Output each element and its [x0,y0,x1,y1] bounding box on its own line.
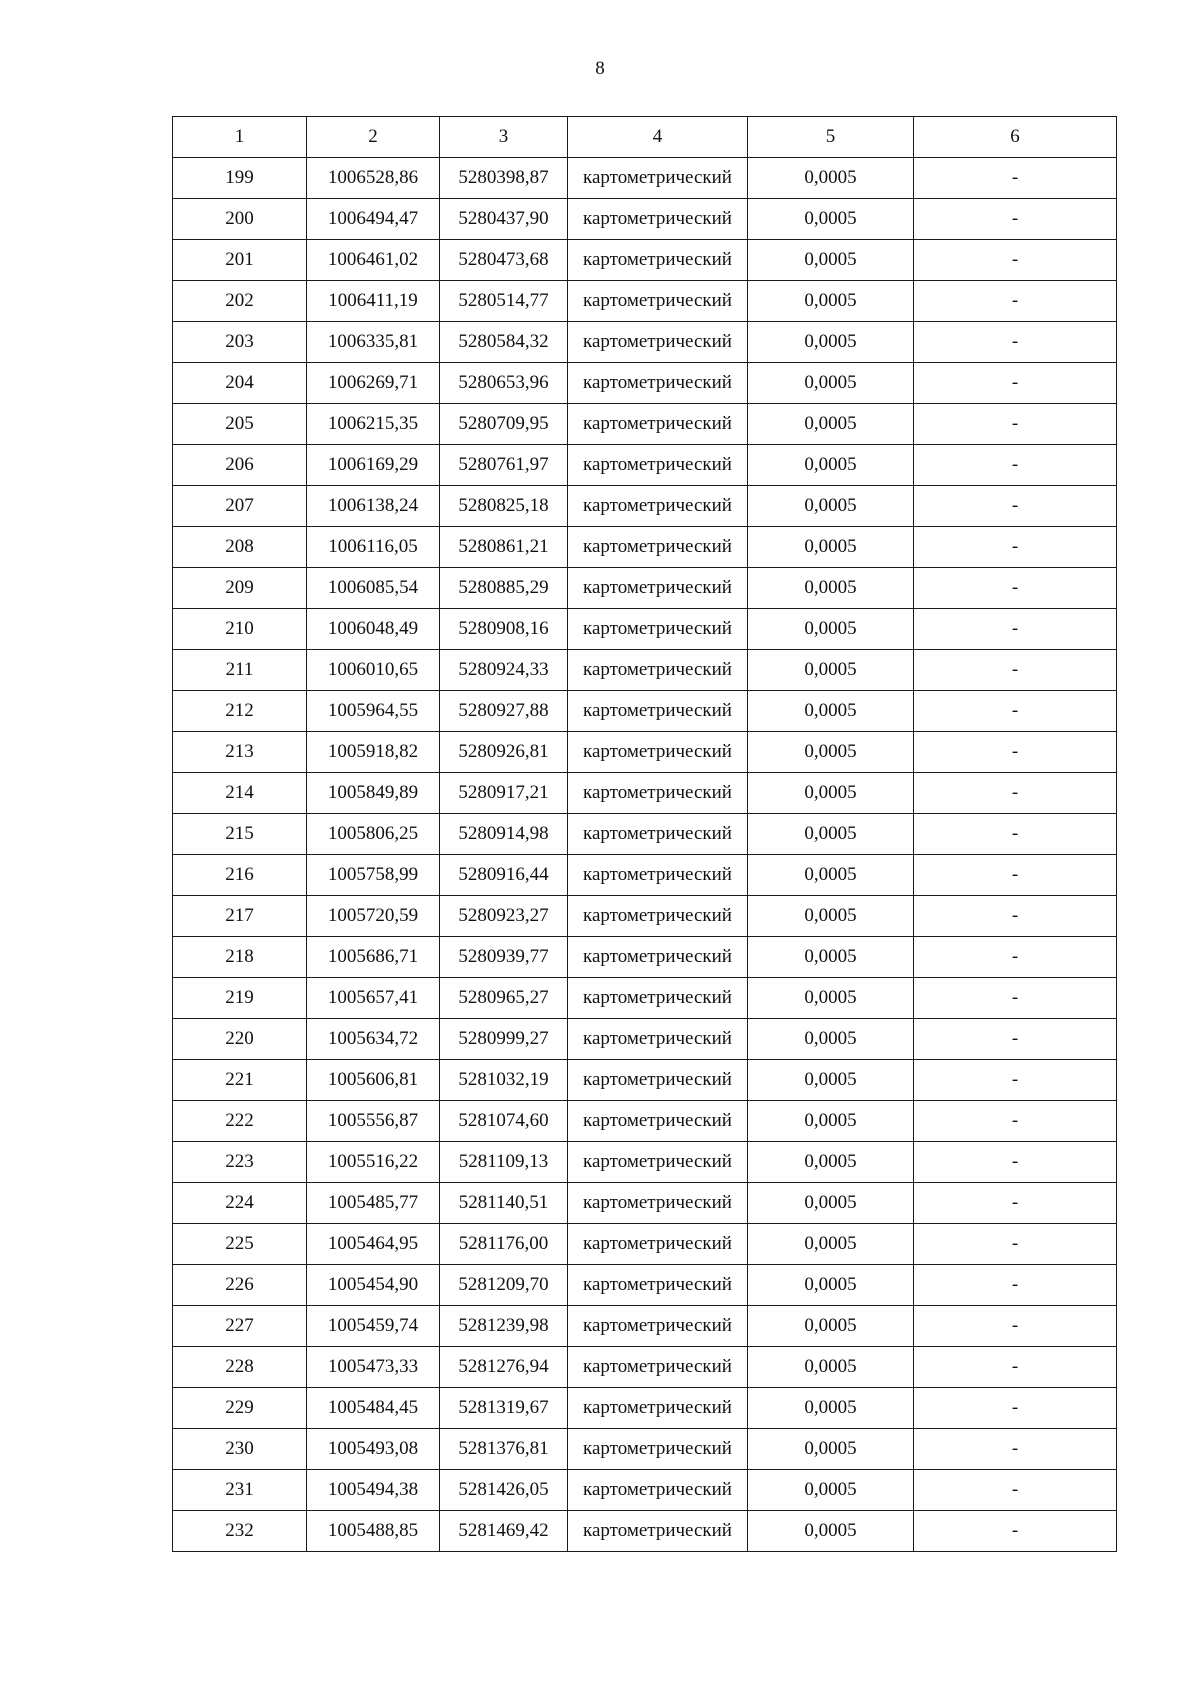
cell-accuracy: 0,0005 [748,1470,914,1511]
cell-x-coordinate: 1006494,47 [307,199,440,240]
cell-note: - [914,1224,1117,1265]
cell-x-coordinate: 1006169,29 [307,445,440,486]
table-row [173,445,1117,486]
table-row [173,855,1117,896]
cell-point-number: 211 [173,650,307,691]
cell-note: - [914,486,1117,527]
cell-accuracy: 0,0005 [748,1060,914,1101]
cell-accuracy: 0,0005 [748,732,914,773]
cell-method: картометрический [568,1142,748,1183]
cell-y-coordinate: 5280761,97 [440,445,568,486]
cell-note: - [914,1265,1117,1306]
cell-y-coordinate: 5280584,32 [440,322,568,363]
cell-note: - [914,1511,1117,1552]
cell-note: - [914,609,1117,650]
cell-method: картометрический [568,322,748,363]
cell-method: картометрический [568,937,748,978]
cell-y-coordinate: 5280398,87 [440,158,568,199]
table-row [173,814,1117,855]
table-row [173,1101,1117,1142]
cell-note: - [914,158,1117,199]
cell-method: картометрический [568,978,748,1019]
cell-y-coordinate: 5280939,77 [440,937,568,978]
cell-y-coordinate: 5281276,94 [440,1347,568,1388]
cell-accuracy: 0,0005 [748,650,914,691]
cell-accuracy: 0,0005 [748,855,914,896]
header-row [173,117,1117,158]
cell-point-number: 205 [173,404,307,445]
cell-method: картометрический [568,1511,748,1552]
cell-accuracy: 0,0005 [748,1429,914,1470]
cell-accuracy: 0,0005 [748,322,914,363]
cell-point-number: 232 [173,1511,307,1552]
cell-method: картометрический [568,1470,748,1511]
cell-y-coordinate: 5280437,90 [440,199,568,240]
cell-y-coordinate: 5280709,95 [440,404,568,445]
cell-point-number: 221 [173,1060,307,1101]
coordinates-table [172,116,1117,1552]
cell-point-number: 222 [173,1101,307,1142]
cell-y-coordinate: 5280926,81 [440,732,568,773]
table-row [173,1019,1117,1060]
cell-y-coordinate: 5280916,44 [440,855,568,896]
cell-accuracy: 0,0005 [748,486,914,527]
cell-point-number: 215 [173,814,307,855]
cell-note: - [914,896,1117,937]
cell-point-number: 220 [173,1019,307,1060]
cell-note: - [914,1183,1117,1224]
cell-note: - [914,1306,1117,1347]
cell-y-coordinate: 5281376,81 [440,1429,568,1470]
cell-accuracy: 0,0005 [748,896,914,937]
table-row [173,1306,1117,1347]
cell-y-coordinate: 5280885,29 [440,568,568,609]
cell-x-coordinate: 1005758,99 [307,855,440,896]
cell-x-coordinate: 1005634,72 [307,1019,440,1060]
cell-method: картометрический [568,486,748,527]
table-row [173,568,1117,609]
table-row [173,363,1117,404]
cell-x-coordinate: 1005686,71 [307,937,440,978]
cell-point-number: 223 [173,1142,307,1183]
cell-note: - [914,1060,1117,1101]
cell-note: - [914,568,1117,609]
cell-x-coordinate: 1005485,77 [307,1183,440,1224]
cell-point-number: 212 [173,691,307,732]
cell-note: - [914,1388,1117,1429]
cell-accuracy: 0,0005 [748,1224,914,1265]
cell-method: картометрический [568,445,748,486]
cell-y-coordinate: 5281140,51 [440,1183,568,1224]
table-row [173,650,1117,691]
cell-method: картометрический [568,1265,748,1306]
cell-accuracy: 0,0005 [748,1265,914,1306]
header-cell-3: 3 [440,117,568,158]
cell-method: картометрический [568,199,748,240]
cell-y-coordinate: 5280514,77 [440,281,568,322]
cell-y-coordinate: 5281176,00 [440,1224,568,1265]
table-row [173,1265,1117,1306]
cell-note: - [914,445,1117,486]
cell-method: картометрический [568,1224,748,1265]
cell-point-number: 230 [173,1429,307,1470]
cell-y-coordinate: 5280917,21 [440,773,568,814]
cell-point-number: 203 [173,322,307,363]
cell-method: картометрический [568,1306,748,1347]
cell-x-coordinate: 1005494,38 [307,1470,440,1511]
cell-note: - [914,322,1117,363]
cell-method: картометрический [568,814,748,855]
cell-accuracy: 0,0005 [748,281,914,322]
table-row [173,527,1117,568]
cell-x-coordinate: 1006048,49 [307,609,440,650]
cell-note: - [914,814,1117,855]
table-row [173,1183,1117,1224]
cell-method: картометрический [568,732,748,773]
table-body [173,158,1117,1552]
cell-point-number: 226 [173,1265,307,1306]
cell-accuracy: 0,0005 [748,691,914,732]
cell-method: картометрический [568,527,748,568]
cell-method: картометрический [568,896,748,937]
cell-y-coordinate: 5280924,33 [440,650,568,691]
cell-accuracy: 0,0005 [748,199,914,240]
cell-accuracy: 0,0005 [748,1101,914,1142]
cell-x-coordinate: 1006010,65 [307,650,440,691]
cell-point-number: 227 [173,1306,307,1347]
cell-method: картометрический [568,1388,748,1429]
cell-point-number: 208 [173,527,307,568]
cell-note: - [914,978,1117,1019]
cell-x-coordinate: 1005606,81 [307,1060,440,1101]
cell-accuracy: 0,0005 [748,568,914,609]
cell-note: - [914,527,1117,568]
cell-accuracy: 0,0005 [748,363,914,404]
cell-note: - [914,363,1117,404]
cell-point-number: 200 [173,199,307,240]
cell-x-coordinate: 1005720,59 [307,896,440,937]
cell-method: картометрический [568,691,748,732]
cell-note: - [914,691,1117,732]
table-row [173,322,1117,363]
cell-x-coordinate: 1006085,54 [307,568,440,609]
cell-note: - [914,404,1117,445]
table-row [173,404,1117,445]
cell-x-coordinate: 1006269,71 [307,363,440,404]
cell-accuracy: 0,0005 [748,773,914,814]
cell-y-coordinate: 5281469,42 [440,1511,568,1552]
cell-point-number: 224 [173,1183,307,1224]
cell-point-number: 209 [173,568,307,609]
cell-accuracy: 0,0005 [748,445,914,486]
cell-note: - [914,1019,1117,1060]
table-row [173,281,1117,322]
cell-method: картометрический [568,281,748,322]
cell-point-number: 201 [173,240,307,281]
table-row [173,978,1117,1019]
cell-y-coordinate: 5281319,67 [440,1388,568,1429]
cell-x-coordinate: 1005918,82 [307,732,440,773]
cell-y-coordinate: 5280861,21 [440,527,568,568]
cell-note: - [914,773,1117,814]
cell-method: картометрический [568,1019,748,1060]
cell-y-coordinate: 5280927,88 [440,691,568,732]
cell-y-coordinate: 5281074,60 [440,1101,568,1142]
table-row [173,486,1117,527]
cell-accuracy: 0,0005 [748,1306,914,1347]
cell-y-coordinate: 5281239,98 [440,1306,568,1347]
cell-accuracy: 0,0005 [748,158,914,199]
cell-point-number: 217 [173,896,307,937]
cell-x-coordinate: 1005488,85 [307,1511,440,1552]
cell-accuracy: 0,0005 [748,1511,914,1552]
cell-point-number: 206 [173,445,307,486]
page-number: 8 [595,58,605,79]
cell-point-number: 225 [173,1224,307,1265]
cell-point-number: 228 [173,1347,307,1388]
cell-point-number: 202 [173,281,307,322]
header-cell-5: 5 [748,117,914,158]
cell-note: - [914,855,1117,896]
cell-accuracy: 0,0005 [748,978,914,1019]
cell-point-number: 219 [173,978,307,1019]
cell-note: - [914,1101,1117,1142]
cell-x-coordinate: 1006461,02 [307,240,440,281]
cell-accuracy: 0,0005 [748,814,914,855]
cell-point-number: 229 [173,1388,307,1429]
cell-x-coordinate: 1005484,45 [307,1388,440,1429]
cell-x-coordinate: 1006528,86 [307,158,440,199]
cell-method: картометрический [568,1429,748,1470]
cell-y-coordinate: 5281109,13 [440,1142,568,1183]
table-row [173,1429,1117,1470]
cell-point-number: 216 [173,855,307,896]
cell-x-coordinate: 1006335,81 [307,322,440,363]
cell-point-number: 204 [173,363,307,404]
cell-accuracy: 0,0005 [748,609,914,650]
cell-point-number: 214 [173,773,307,814]
cell-method: картометрический [568,363,748,404]
table-row [173,1347,1117,1388]
cell-x-coordinate: 1006116,05 [307,527,440,568]
cell-accuracy: 0,0005 [748,1388,914,1429]
cell-note: - [914,1470,1117,1511]
cell-y-coordinate: 5281032,19 [440,1060,568,1101]
cell-x-coordinate: 1006411,19 [307,281,440,322]
cell-y-coordinate: 5281209,70 [440,1265,568,1306]
cell-note: - [914,199,1117,240]
table-row [173,732,1117,773]
cell-accuracy: 0,0005 [748,1142,914,1183]
cell-note: - [914,240,1117,281]
cell-method: картометрический [568,1347,748,1388]
cell-x-coordinate: 1005516,22 [307,1142,440,1183]
table-row [173,691,1117,732]
cell-x-coordinate: 1005806,25 [307,814,440,855]
cell-method: картометрический [568,240,748,281]
cell-x-coordinate: 1005459,74 [307,1306,440,1347]
cell-method: картометрический [568,568,748,609]
cell-point-number: 210 [173,609,307,650]
table-row [173,609,1117,650]
header-cell-2: 2 [307,117,440,158]
table-row [173,240,1117,281]
table-row [173,1511,1117,1552]
cell-accuracy: 0,0005 [748,1019,914,1060]
cell-note: - [914,650,1117,691]
table-row [173,896,1117,937]
cell-x-coordinate: 1005964,55 [307,691,440,732]
cell-method: картометрический [568,855,748,896]
cell-method: картометрический [568,609,748,650]
table-row [173,199,1117,240]
cell-y-coordinate: 5280908,16 [440,609,568,650]
header-cell-6: 6 [914,117,1117,158]
cell-note: - [914,1142,1117,1183]
cell-x-coordinate: 1006138,24 [307,486,440,527]
cell-method: картометрический [568,773,748,814]
cell-note: - [914,1429,1117,1470]
cell-accuracy: 0,0005 [748,404,914,445]
table-row [173,158,1117,199]
cell-point-number: 218 [173,937,307,978]
cell-y-coordinate: 5281426,05 [440,1470,568,1511]
cell-y-coordinate: 5280923,27 [440,896,568,937]
cell-y-coordinate: 5280914,98 [440,814,568,855]
cell-y-coordinate: 5280999,27 [440,1019,568,1060]
cell-point-number: 207 [173,486,307,527]
table-row [173,1142,1117,1183]
cell-x-coordinate: 1005464,95 [307,1224,440,1265]
table-row [173,1388,1117,1429]
cell-point-number: 213 [173,732,307,773]
cell-method: картометрический [568,650,748,691]
cell-y-coordinate: 5280473,68 [440,240,568,281]
cell-accuracy: 0,0005 [748,937,914,978]
header-cell-4: 4 [568,117,748,158]
cell-method: картометрический [568,1060,748,1101]
cell-x-coordinate: 1005657,41 [307,978,440,1019]
cell-accuracy: 0,0005 [748,1183,914,1224]
cell-x-coordinate: 1005849,89 [307,773,440,814]
cell-accuracy: 0,0005 [748,1347,914,1388]
table-row [173,1470,1117,1511]
cell-accuracy: 0,0005 [748,240,914,281]
cell-note: - [914,1347,1117,1388]
cell-x-coordinate: 1005454,90 [307,1265,440,1306]
cell-x-coordinate: 1006215,35 [307,404,440,445]
cell-method: картометрический [568,1101,748,1142]
cell-method: картометрический [568,1183,748,1224]
cell-x-coordinate: 1005556,87 [307,1101,440,1142]
cell-method: картометрический [568,158,748,199]
cell-point-number: 199 [173,158,307,199]
table-header [173,117,1117,158]
cell-note: - [914,281,1117,322]
cell-method: картометрический [568,404,748,445]
cell-x-coordinate: 1005493,08 [307,1429,440,1470]
table-row [173,1060,1117,1101]
table-row [173,773,1117,814]
header-cell-1: 1 [173,117,307,158]
cell-note: - [914,732,1117,773]
cell-y-coordinate: 5280653,96 [440,363,568,404]
table-row [173,937,1117,978]
cell-note: - [914,937,1117,978]
cell-point-number: 231 [173,1470,307,1511]
table-row [173,1224,1117,1265]
cell-accuracy: 0,0005 [748,527,914,568]
cell-y-coordinate: 5280825,18 [440,486,568,527]
cell-y-coordinate: 5280965,27 [440,978,568,1019]
cell-x-coordinate: 1005473,33 [307,1347,440,1388]
